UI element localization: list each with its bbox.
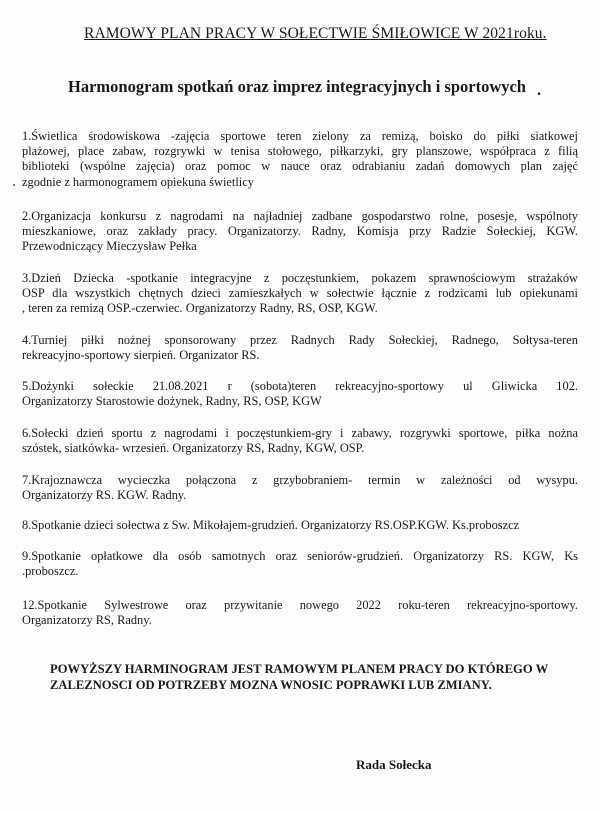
item-line: Organizatorzy RS, Radny. bbox=[22, 613, 152, 628]
plan-item-4 bbox=[22, 333, 578, 363]
plan-item-7 bbox=[22, 473, 578, 503]
item-line: , teren za remizą OSP.-czerwiec. Organizatorzy Radny, RS, OSP, KGW. bbox=[22, 301, 378, 316]
item-line: biblioteki (wspólne zajęcia) oraz pomoc w nauce oraz odrabianiu zadań domowych plan zajęć bbox=[22, 159, 578, 174]
footer-note bbox=[50, 661, 570, 693]
item-line: Organizatorzy Starostowie dożynek, Radny, RS, OSP, KGW bbox=[22, 394, 322, 409]
item-line: 1.Świetlica środowiskowa -zajęcia sportowe teren zielony za remizą, boisko do piłki siatkowej bbox=[22, 129, 578, 143]
item-line: 9.Spotkanie opłatkowe dla osób samotnych oraz seniorów-grudzień. Organizatorzy RS. KGW, Ks bbox=[22, 549, 578, 563]
plan-item-8 bbox=[22, 518, 578, 533]
item-line: 12.Spotkanie Sylwestrowe oraz przywitanie nowego 2022 roku-teren rekreacyjno-sportowy. bbox=[22, 598, 578, 612]
document-subtitle: Harmonogram spotkań oraz imprez integracyjnych i sportowych bbox=[68, 77, 526, 96]
item-line: 8.Spotkanie dzieci sołectwa z Sw. Mikołajem-grudzień. Organizatorzy RS.OSP.KGW. Ks.proboszcz bbox=[22, 518, 520, 532]
item-line: mieszkaniowe, oraz zakłady pracy. Organizatorzy. Radny, Komisja przy Radzie Sołeckiej, KGW. bbox=[22, 224, 578, 239]
subtitle-period: . bbox=[537, 82, 541, 99]
item-line: 7.Krajoznawcza wycieczka połączona z grzybobraniem- termin w zależności od wysypu. bbox=[22, 473, 578, 487]
plan-item-6 bbox=[22, 426, 578, 456]
item-line: Organizatorzy RS. KGW. Radny. bbox=[22, 488, 187, 503]
plan-item-1 bbox=[22, 129, 578, 190]
item-line: szóstek, siatkówka- wrzesień. Organizatorzy RS, Radny, KGW, OSP. bbox=[22, 441, 365, 456]
item-line: .proboszcz. bbox=[22, 564, 79, 579]
item-line: zgodnie z harmonogramem opiekuna świetlicy bbox=[22, 174, 254, 189]
item-line: 2.Organizacja konkursu z nagrodami na najładniej zadbane gospodarstwo rolne, posesje, wspólnoty bbox=[22, 209, 578, 223]
item-line: plażowej, place zabaw, rozgrywki w tenisa stołowego, piłkarzyki, gry planszowe, współpraca z filią bbox=[22, 144, 578, 159]
item-line: OSP dla wszystkich chętnych dzieci zamieszkałych w sołectwie łącznie z rodzicami lub opiekunami bbox=[22, 286, 578, 301]
footer-line: ZALEZNOSCI OD POTRZEBY MOZNA WNOSIC POPRAWKI LUB ZMIANY. bbox=[50, 678, 492, 692]
signature: Rada Sołecka bbox=[356, 757, 432, 772]
item-line: 5.Dożynki sołeckie 21.08.2021 r (sobota)teren rekreacyjno-sportowy ul Gliwicka 102. bbox=[22, 379, 578, 393]
document-title: RAMOWY PLAN PRACY W SOŁECTWIE ŚMIŁOWICE W 2021roku. bbox=[84, 25, 547, 42]
plan-item-5 bbox=[22, 379, 578, 409]
item-line: 4.Turniej piłki nożnej sponsorowany przez Radnych Rady Sołeckiej, Radnego, Sołtysa-teren bbox=[22, 333, 578, 347]
plan-item-12 bbox=[22, 598, 578, 628]
plan-item-9 bbox=[22, 549, 578, 579]
plan-item-2 bbox=[22, 209, 578, 255]
margin-dot bbox=[13, 184, 15, 186]
item-line: Przewodniczący Mieczysław Pełka bbox=[22, 239, 197, 254]
item-line: rekreacyjno-sportowy sierpień. Organizator RS. bbox=[22, 348, 260, 363]
item-line: 3.Dzień Dziecka -spotkanie integracyjne z poczęstunkiem, pokazem sprawnościowym strażaków bbox=[22, 271, 578, 285]
plan-item-3 bbox=[22, 271, 578, 317]
footer-line: POWYŻSZY HARMINOGRAM JEST RAMOWYM PLANEM PRACY DO KTÓREGO W bbox=[50, 662, 549, 676]
item-line: 6.Sołecki dzień sportu z nagrodami i poczęstunkiem-gry i zabawy, rozgrywki sportowe, piłka nożna bbox=[22, 426, 578, 440]
